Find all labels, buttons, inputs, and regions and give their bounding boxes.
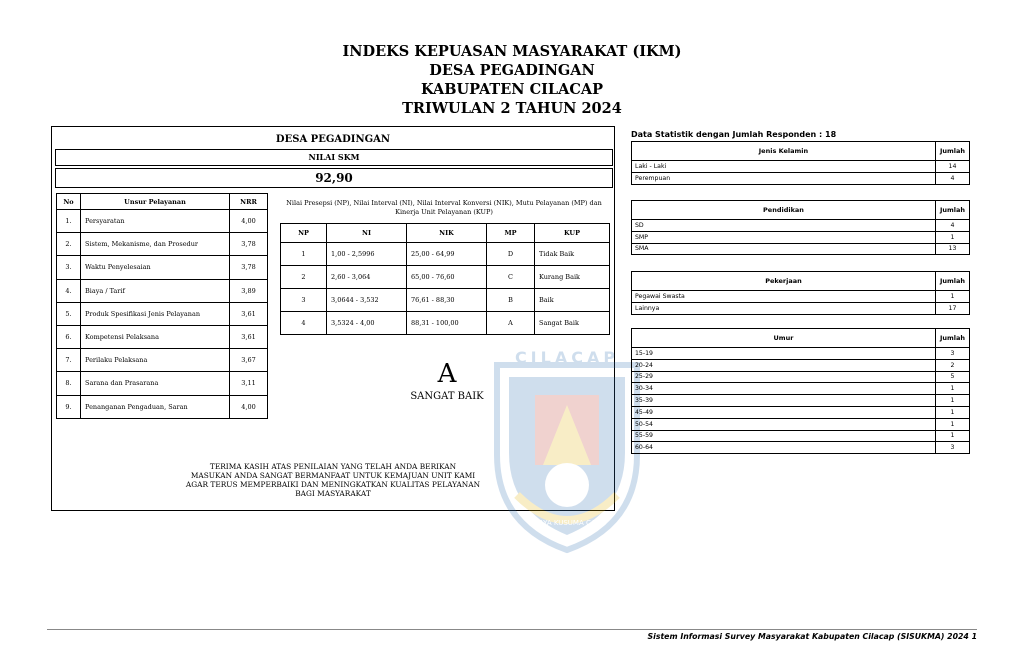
panel-title: DESA PEGADINGAN	[275, 134, 391, 145]
unsur-no: 4.	[57, 279, 81, 302]
education-row	[632, 220, 970, 232]
age-row	[632, 383, 970, 395]
age-row	[632, 348, 970, 360]
thank-you-message	[52, 462, 614, 498]
mp-value: A	[487, 312, 535, 335]
unsur-name: Persyaratan	[81, 210, 230, 233]
age-label: 50-54	[632, 418, 936, 430]
grade-text: SANGAT BAIK	[410, 391, 484, 402]
ni-value: 2,60 - 3,064	[327, 266, 407, 289]
gender-label: Laki - Laki	[632, 161, 936, 173]
watermark-motto: WIJAYA KUSUMA CAKTI	[527, 519, 607, 527]
age-count: 1	[935, 430, 969, 442]
unsur-table	[56, 193, 268, 419]
unsur-no: 5.	[57, 302, 81, 325]
age-count: 1	[935, 383, 969, 395]
education-count: 4	[935, 220, 969, 232]
unsur-row	[57, 395, 268, 418]
education-count: 1	[935, 231, 969, 243]
unsur-row	[57, 256, 268, 279]
age-count: 1	[935, 395, 969, 407]
age-row	[632, 442, 970, 454]
unsur-header-row	[57, 194, 268, 210]
education-jumlah: Jumlah	[935, 201, 969, 220]
np-value: 4	[281, 312, 327, 335]
unsur-name: Waktu Penyelesaian	[81, 256, 230, 279]
unsur-row	[57, 372, 268, 395]
col-nik: NIK	[407, 224, 487, 243]
age-title: Umur	[632, 329, 936, 348]
nik-value: 25,00 - 64,99	[407, 243, 487, 266]
np-row	[281, 243, 610, 266]
age-count: 2	[935, 359, 969, 371]
unsur-no: 8.	[57, 372, 81, 395]
report-regency: KABUPATEN CILACAP	[420, 81, 604, 98]
unsur-nrr: 4,00	[230, 210, 268, 233]
age-count: 3	[935, 348, 969, 360]
unsur-name: Biaya / Tarif	[81, 279, 230, 302]
education-label: SMA	[632, 243, 936, 255]
report-period: TRIWULAN 2 TAHUN 2024	[402, 100, 622, 117]
age-label: 60-64	[632, 442, 936, 454]
kup-value: Sangat Baik	[535, 312, 610, 335]
unsur-nrr: 3,67	[230, 349, 268, 372]
report-header	[0, 42, 1024, 118]
unsur-nrr: 3,78	[230, 256, 268, 279]
unsur-name: Produk Spesifikasi Jenis Pelayanan	[81, 302, 230, 325]
job-count: 17	[935, 302, 969, 314]
unsur-row	[57, 325, 268, 348]
age-row	[632, 406, 970, 418]
nik-value: 76,61 - 88,30	[407, 289, 487, 312]
unsur-nrr: 3,61	[230, 325, 268, 348]
legend-note: Nilai Presepsi (NP), Nilai Interval (NI), Nilai Interval Konversi (NIK), Mutu Pelayanan (MP) dan Kinerja Unit Pelayanan (KUP)	[286, 199, 602, 216]
age-label: 20-24	[632, 359, 936, 371]
age-label: 30-34	[632, 383, 936, 395]
age-label: 25-29	[632, 371, 936, 383]
education-table	[631, 200, 970, 255]
unsur-name: Sarana dan Prasarana	[81, 372, 230, 395]
job-label: Pegawai Swasta	[632, 291, 936, 303]
thanks-line: MASUKAN ANDA SANGAT BERMANFAAT UNTUK KEMAJUAN UNIT KAMI	[190, 471, 476, 480]
footer-divider	[47, 629, 977, 630]
nik-value: 65,00 - 76,60	[407, 266, 487, 289]
np-table	[280, 223, 610, 335]
col-kup: KUP	[535, 224, 610, 243]
gender-row	[632, 161, 970, 173]
thanks-line: TERIMA KASIH ATAS PENILAIAN YANG TELAH ANDA BERIKAN	[209, 462, 457, 471]
kup-value: Kurang Baik	[535, 266, 610, 289]
gender-label: Perempuan	[632, 172, 936, 184]
education-label: SD	[632, 220, 936, 232]
gender-count: 14	[935, 161, 969, 173]
age-row	[632, 418, 970, 430]
unsur-row	[57, 279, 268, 302]
thanks-line: AGAR TERUS MEMPERBAIKI DAN MENINGKATKAN KUALITAS PELAYANAN	[185, 480, 481, 489]
thanks-line: BAGI MASYARAKAT	[295, 489, 371, 498]
np-row	[281, 289, 610, 312]
mp-value: C	[487, 266, 535, 289]
age-label: 55-59	[632, 430, 936, 442]
np-value: 1	[281, 243, 327, 266]
age-label: 35-39	[632, 395, 936, 407]
unsur-row	[57, 233, 268, 256]
report-title: INDEKS KEPUASAN MASYARAKAT (IKM)	[342, 43, 682, 60]
ni-value: 1,00 - 2,5996	[327, 243, 407, 266]
unsur-no: 6.	[57, 325, 81, 348]
col-mp: MP	[487, 224, 535, 243]
unsur-name: Kompetensi Pelaksana	[81, 325, 230, 348]
ni-value: 3,5324 - 4,00	[327, 312, 407, 335]
unsur-nrr: 3,89	[230, 279, 268, 302]
cilacap-emblem-icon	[487, 345, 647, 555]
age-label: 15-19	[632, 348, 936, 360]
age-jumlah: Jumlah	[935, 329, 969, 348]
unsur-row	[57, 210, 268, 233]
unsur-no: 7.	[57, 349, 81, 372]
mp-value: D	[487, 243, 535, 266]
nik-value: 88,31 - 100,00	[407, 312, 487, 335]
unsur-row	[57, 349, 268, 372]
stats-title: Data Statistik dengan Jumlah Responden : 18	[631, 130, 837, 139]
job-row	[632, 302, 970, 314]
unsur-nrr: 4,00	[230, 395, 268, 418]
unsur-name: Sistem, Mekanisme, dan Prosedur	[81, 233, 230, 256]
np-value: 2	[281, 266, 327, 289]
gender-title: Jenis Kelamin	[632, 142, 936, 161]
unsur-no: 2.	[57, 233, 81, 256]
age-table	[631, 328, 970, 454]
education-title: Pendidikan	[632, 201, 936, 220]
age-count: 1	[935, 418, 969, 430]
kup-value: Tidak Baik	[535, 243, 610, 266]
age-row	[632, 371, 970, 383]
age-row	[632, 359, 970, 371]
unsur-no: 1.	[57, 210, 81, 233]
gender-count: 4	[935, 172, 969, 184]
job-row	[632, 291, 970, 303]
unsur-nrr: 3,11	[230, 372, 268, 395]
unsur-row	[57, 302, 268, 325]
gender-table	[631, 141, 970, 185]
report-village: DESA PEGADINGAN	[429, 62, 595, 79]
age-label: 45-49	[632, 406, 936, 418]
np-header-row	[281, 224, 610, 243]
education-count: 13	[935, 243, 969, 255]
job-jumlah: Jumlah	[935, 272, 969, 291]
skm-value: 92,90	[55, 168, 613, 188]
age-row	[632, 430, 970, 442]
age-count: 3	[935, 442, 969, 454]
col-ni: NI	[327, 224, 407, 243]
unsur-name: Perilaku Pelaksana	[81, 349, 230, 372]
ikm-panel	[51, 126, 620, 527]
watermark-text: CILACAP	[514, 348, 620, 367]
age-row	[632, 395, 970, 407]
col-np: NP	[281, 224, 327, 243]
footer-text: Sistem Informasi Survey Masyarakat Kabupaten Cilacap (SISUKMA) 2024 1	[647, 632, 977, 641]
kup-value: Baik	[535, 289, 610, 312]
unsur-nrr: 3,61	[230, 302, 268, 325]
age-count: 1	[935, 406, 969, 418]
unsur-no: 9.	[57, 395, 81, 418]
col-unsur: Unsur Pelayanan	[81, 194, 230, 210]
unsur-nrr: 3,78	[230, 233, 268, 256]
job-title: Pekerjaan	[632, 272, 936, 291]
job-table	[631, 271, 970, 315]
unsur-no: 3.	[57, 256, 81, 279]
age-count: 5	[935, 371, 969, 383]
np-value: 3	[281, 289, 327, 312]
col-nrr: NRR	[230, 194, 268, 210]
education-row	[632, 231, 970, 243]
job-label: Lainnya	[632, 302, 936, 314]
unsur-name: Penanganan Pengaduan, Saran	[81, 395, 230, 418]
education-label: SMP	[632, 231, 936, 243]
np-row	[281, 266, 610, 289]
ni-value: 3,0644 - 3,532	[327, 289, 407, 312]
job-count: 1	[935, 291, 969, 303]
skm-label: NILAI SKM	[55, 149, 613, 166]
grade-letter: A	[437, 359, 457, 389]
education-row	[632, 243, 970, 255]
gender-row	[632, 172, 970, 184]
col-no: No	[57, 194, 81, 210]
np-row	[281, 312, 610, 335]
mp-value: B	[487, 289, 535, 312]
gender-jumlah: Jumlah	[935, 142, 969, 161]
